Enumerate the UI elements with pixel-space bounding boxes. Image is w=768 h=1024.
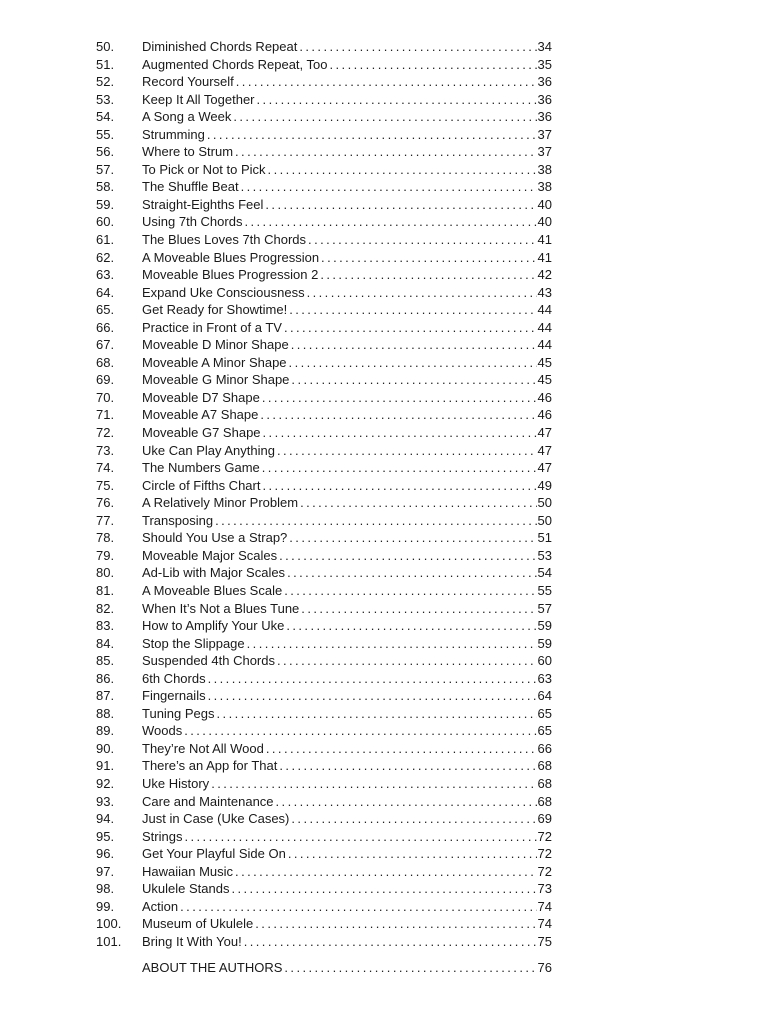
toc-entry-number: 91. [96,758,115,774]
toc-entry[interactable] [96,266,552,284]
toc-entry-number: 53. [96,91,115,107]
toc-entry-page: 34 [537,39,552,54]
toc-entry-page: 72 [537,863,552,879]
toc-dot-leader [279,547,536,565]
toc-entry-title: Uke History [142,775,210,791]
toc-entry-page: 41 [537,249,552,265]
toc-entry-title: Moveable D7 Shape [142,389,260,405]
toc-entry-title: Moveable A Minor Shape [142,354,287,370]
toc-entry-number: 77. [96,512,115,528]
toc-entry[interactable] [96,494,552,512]
toc-entry[interactable] [96,933,552,951]
toc-entry-page: 37 [537,144,552,160]
toc-entry-title: Woods [142,723,183,739]
toc-entry-title: Bring It With You! [142,933,242,949]
toc-dot-leader [300,494,536,512]
toc-entry[interactable] [96,687,552,705]
toc-dot-leader [208,670,537,688]
toc-dot-leader [287,564,536,582]
toc-entry-title: Transposing [142,512,214,528]
toc-entry-title: Fingernails [142,688,206,704]
toc-entry-page: 54 [537,565,552,581]
toc-dot-leader [299,38,536,56]
toc-entry[interactable] [96,56,552,74]
toc-entry[interactable] [96,459,552,477]
toc-entry-page: 37 [537,126,552,142]
toc-entry-page: 46 [537,389,552,405]
toc-entry[interactable] [96,757,552,775]
toc-entry[interactable] [96,547,552,565]
toc-entry[interactable] [96,722,552,740]
toc-entry-title: Circle of Fifths Chart [142,477,261,493]
toc-entry-page: 74 [537,898,552,914]
toc-entry-page: 41 [537,232,552,248]
toc-dot-leader [235,143,537,161]
toc-entry[interactable] [96,828,552,846]
toc-entry-page: 53 [537,547,552,563]
toc-entry-page: 64 [537,688,552,704]
toc-entry[interactable] [96,512,552,530]
toc-entry-page: 44 [537,302,552,318]
toc-entry[interactable] [96,354,552,372]
toc-dot-leader [247,635,537,653]
toc-entry-title: A Moveable Blues Scale [142,582,283,598]
toc-entry-title: Moveable Blues Progression 2 [142,267,319,283]
toc-entry-title: Straight-Eighths Feel [142,196,264,212]
toc-entry-number: 83. [96,618,115,634]
toc-entry-page: 68 [537,793,552,809]
toc-entry-number: 52. [96,74,115,90]
toc-dot-leader [241,178,537,196]
toc-dot-leader [262,477,536,495]
toc-dot-leader [307,284,537,302]
toc-entry[interactable] [96,564,552,582]
toc-entry-page: 50 [537,495,552,511]
toc-entry-title: Diminished Chords Repeat [142,39,298,54]
toc-dot-leader [265,196,536,214]
toc-entry-number: 54. [96,109,115,125]
toc-entry-number: 89. [96,723,115,739]
toc-dot-leader [266,740,537,758]
toc-dot-leader [276,793,537,811]
toc-entry[interactable] [96,424,552,442]
toc-entry-page: 55 [537,582,552,598]
toc-entry-title: A Relatively Minor Problem [142,495,299,511]
toc-entry[interactable] [96,301,552,319]
toc-entry-page: 35 [537,56,552,72]
toc-entry[interactable] [96,635,552,653]
toc-entry-number: 60. [96,214,115,230]
toc-entry-title: Moveable A7 Shape [142,407,259,423]
toc-entry-page: 36 [537,74,552,90]
toc-entry-number: 68. [96,354,115,370]
toc-dot-leader [288,845,537,863]
toc-entry-page: 38 [537,161,552,177]
toc-entry-page: 72 [537,846,552,862]
toc-dot-leader [308,231,536,249]
toc-entry-page: 51 [537,530,552,546]
toc-entry[interactable] [96,143,552,161]
toc-entry-title: Should You Use a Strap? [142,530,288,546]
toc-entry-number: 65. [96,302,115,318]
toc-entry-page: 38 [537,179,552,195]
toc-dot-leader [260,406,536,424]
toc-entry-number: 50. [96,39,115,54]
toc-entry-title: Using 7th Chords [142,214,243,230]
toc-entry[interactable] [96,249,552,267]
toc-entry-title: Strumming [142,126,205,142]
toc-entry-page: 47 [537,425,552,441]
toc-entry-title: Strings [142,828,183,844]
toc-entry[interactable] [96,161,552,179]
toc-entry-number: 59. [96,196,115,212]
toc-entry-title: Suspended 4th Chords [142,653,275,669]
toc-entry-page: 68 [537,758,552,774]
toc-entry-title: Where to Strum [142,144,234,160]
toc-entry[interactable] [96,91,552,109]
toc-entry-number: 58. [96,179,115,195]
toc-entry-page: 69 [537,811,552,827]
toc-entry[interactable] [96,73,552,91]
toc-entry-number: 94. [96,811,115,827]
toc-entry-number: 86. [96,670,115,686]
toc-entry-page: 66 [537,740,552,756]
toc-dot-leader [320,266,536,284]
toc-dot-leader [184,722,536,740]
toc-dot-leader [286,617,536,635]
toc-entry-page: 40 [537,196,552,212]
toc-entry[interactable] [96,529,552,547]
toc-entry-title: Museum of Ukulele [142,916,254,932]
toc-entry-title: Get Ready for Showtime! [142,302,288,318]
toc-entry[interactable] [96,126,552,144]
toc-entry[interactable] [96,775,552,793]
toc-entry-title: 6th Chords [142,670,206,686]
toc-dot-leader [330,56,537,74]
toc-entry[interactable] [96,740,552,758]
toc-entry-number: 75. [96,477,115,493]
toc-entry-number: 56. [96,144,115,160]
toc-entry-list [96,38,552,950]
toc-dot-leader [284,319,537,337]
toc-dot-leader [289,354,537,372]
toc-entry-number: 67. [96,337,115,353]
toc-entry-page: 44 [537,337,552,353]
toc-entry-number: 80. [96,565,115,581]
toc-entry-number: 96. [96,846,115,862]
toc-entry-title: A Song a Week [142,109,232,125]
toc-dot-leader [207,126,537,144]
toc-entry-number: 66. [96,319,115,335]
toc-entry-title: There’s an App for That [142,758,278,774]
toc-entry-number: 93. [96,793,115,809]
toc-entry-title: The Shuffle Beat [142,179,239,195]
toc-dot-leader [244,213,536,231]
toc-entry[interactable] [96,284,552,302]
toc-entry-page: 73 [537,881,552,897]
toc-entry[interactable] [96,406,552,424]
toc-entry-page: 36 [537,109,552,125]
toc-entry[interactable] [96,178,552,196]
toc-entry-title: Action [142,898,179,914]
toc-dot-leader [321,249,536,267]
toc-entry-title: The Numbers Game [142,460,260,476]
toc-entry-number: 85. [96,653,115,669]
toc-entry[interactable] [96,336,552,354]
toc-entry-page: 57 [537,600,552,616]
toc-entry-page: 42 [537,267,552,283]
toc-entry-title: A Moveable Blues Progression [142,249,320,265]
toc-dot-leader [244,933,537,951]
toc-entry-number: 63. [96,267,115,283]
toc-entry[interactable] [96,442,552,460]
toc-entry[interactable] [96,915,552,933]
toc-entry-number: 79. [96,547,115,563]
toc-entry[interactable] [96,371,552,389]
toc-entry-title: Moveable G Minor Shape [142,372,290,388]
toc-entry-page: 40 [537,214,552,230]
toc-dot-leader [277,652,537,670]
toc-entry-number: 98. [96,881,115,897]
toc-entry-title: Moveable G7 Shape [142,425,261,441]
table-of-contents [96,38,552,977]
toc-dot-leader [277,442,537,460]
toc-entry-number: 82. [96,600,115,616]
toc-dot-leader [284,582,536,600]
toc-entry-page: 47 [537,442,552,458]
toc-entry-page: 65 [537,705,552,721]
toc-dot-leader [291,810,536,828]
toc-entry-number: 55. [96,126,115,142]
toc-entry-title: Augmented Chords Repeat, Too [142,56,328,72]
toc-entry-number: 99. [96,898,115,914]
toc-entry[interactable] [96,108,552,126]
toc-entry-page: 68 [537,775,552,791]
toc-entry-number: 74. [96,460,115,476]
toc-entry-number: 78. [96,530,115,546]
toc-entry-number: 62. [96,249,115,265]
toc-entry-number: 57. [96,161,115,177]
toc-entry-page: 59 [537,618,552,634]
toc-entry[interactable] [96,600,552,618]
toc-entry-number: 101. [96,933,122,949]
toc-entry-page: 63 [537,670,552,686]
toc-entry-title: Get Your Playful Side On [142,846,286,862]
toc-dot-leader [301,600,536,618]
toc-entry[interactable] [96,582,552,600]
toc-entry-page: 74 [537,916,552,932]
toc-entry-page: 50 [537,512,552,528]
toc-entry-page: 45 [537,354,552,370]
toc-entry-number: 51. [96,56,115,72]
toc-dot-leader [235,863,536,881]
toc-entry-title: When It’s Not a Blues Tune [142,600,300,616]
toc-entry-number: 73. [96,442,115,458]
toc-dot-leader [289,301,536,319]
toc-entry[interactable] [96,793,552,811]
toc-entry-page: 36 [537,91,552,107]
toc-entry-page: 45 [537,372,552,388]
toc-entry-number: 81. [96,582,115,598]
toc-entry-title: Hawaiian Music [142,863,234,879]
toc-entry-number: 76. [96,495,115,511]
toc-entry-number: 100. [96,916,122,932]
toc-dot-leader [289,529,536,547]
toc-entry[interactable] [96,389,552,407]
toc-entry[interactable] [96,863,552,881]
toc-entry-page: 60 [537,653,552,669]
toc-entry-title: Moveable D Minor Shape [142,337,289,353]
toc-entry-title: Moveable Major Scales [142,547,278,563]
toc-entry-number: 69. [96,372,115,388]
toc-dot-leader [262,459,537,477]
toc-entry[interactable] [96,617,552,635]
toc-entry-page: 59 [537,635,552,651]
toc-entry[interactable] [96,477,552,495]
toc-entry[interactable] [96,845,552,863]
toc-entry-title: The Blues Loves 7th Chords [142,232,307,248]
toc-entry-number: 64. [96,284,115,300]
toc-entry-title: Record Yourself [142,74,234,90]
toc-entry-title: Expand Uke Consciousness [142,284,305,300]
toc-dot-leader [284,959,536,977]
toc-dot-leader [236,73,537,91]
toc-dot-leader [268,161,537,179]
toc-entry-number: 92. [96,775,115,791]
toc-dot-leader [215,512,536,530]
toc-entry-number: 84. [96,635,115,651]
toc-entry-page: 46 [537,407,552,423]
toc-entry-title: Stop the Slippage [142,635,245,651]
toc-dot-leader [217,705,537,723]
toc-entry-page: 76 [537,960,552,976]
toc-dot-leader [257,91,537,109]
toc-entry[interactable] [96,898,552,916]
toc-entry-number: 88. [96,705,115,721]
toc-entry-title: Tuning Pegs [142,705,215,721]
toc-entry-title: Just in Case (Uke Cases) [142,811,290,827]
toc-entry-title: Ukulele Stands [142,881,230,897]
toc-dot-leader [291,336,537,354]
toc-dot-leader [184,828,536,846]
toc-entry-title: How to Amplify Your Uke [142,618,285,634]
toc-dot-leader [262,389,537,407]
toc-entry-page: 47 [537,460,552,476]
toc-entry-number: 71. [96,407,115,423]
toc-entry-number: 61. [96,232,115,248]
toc-entry-page: 43 [537,284,552,300]
toc-entry-page: 49 [537,477,552,493]
toc-entry-page: 65 [537,723,552,739]
toc-dot-leader [263,424,537,442]
toc-entry-title: They’re Not All Wood [142,740,264,756]
toc-entry-number: 95. [96,828,115,844]
toc-entry-title: Keep It All Together [142,91,255,107]
toc-dot-leader [180,898,536,916]
toc-entry[interactable] [96,319,552,337]
toc-entry-title: Practice in Front of a TV [142,319,282,335]
toc-dot-leader [255,915,536,933]
toc-entry-number: 97. [96,863,115,879]
toc-entry-title: To Pick or Not to Pick [142,161,266,177]
toc-entry[interactable] [96,196,552,214]
toc-entry[interactable] [96,810,552,828]
toc-dot-leader [208,687,537,705]
toc-dot-leader [231,880,536,898]
toc-entry-title: Uke Can Play Anything [142,442,275,458]
toc-entry[interactable] [96,670,552,688]
toc-dot-leader [291,371,536,389]
toc-entry-page: 44 [537,319,552,335]
toc-dot-leader [279,757,536,775]
toc-entry-title: ABOUT THE AUTHORS [142,960,283,976]
toc-entry[interactable] [96,38,552,56]
toc-entry-number: 72. [96,425,115,441]
toc-entry[interactable] [96,231,552,249]
toc-entry-number: 90. [96,740,115,756]
toc-entry[interactable] [96,652,552,670]
toc-entry[interactable] [96,705,552,723]
toc-entry[interactable] [96,880,552,898]
toc-entry[interactable] [96,213,552,231]
toc-dot-leader [233,108,536,126]
toc-entry-title: Care and Maintenance [142,793,274,809]
toc-entry-title: Ad-Lib with Major Scales [142,565,286,581]
toc-entry-number: 70. [96,389,115,405]
toc-entry-about-the-authors[interactable] [96,959,552,977]
toc-entry-number: 87. [96,688,115,704]
toc-entry-page: 72 [537,828,552,844]
toc-dot-leader [211,775,536,793]
toc-entry-page: 75 [537,933,552,949]
